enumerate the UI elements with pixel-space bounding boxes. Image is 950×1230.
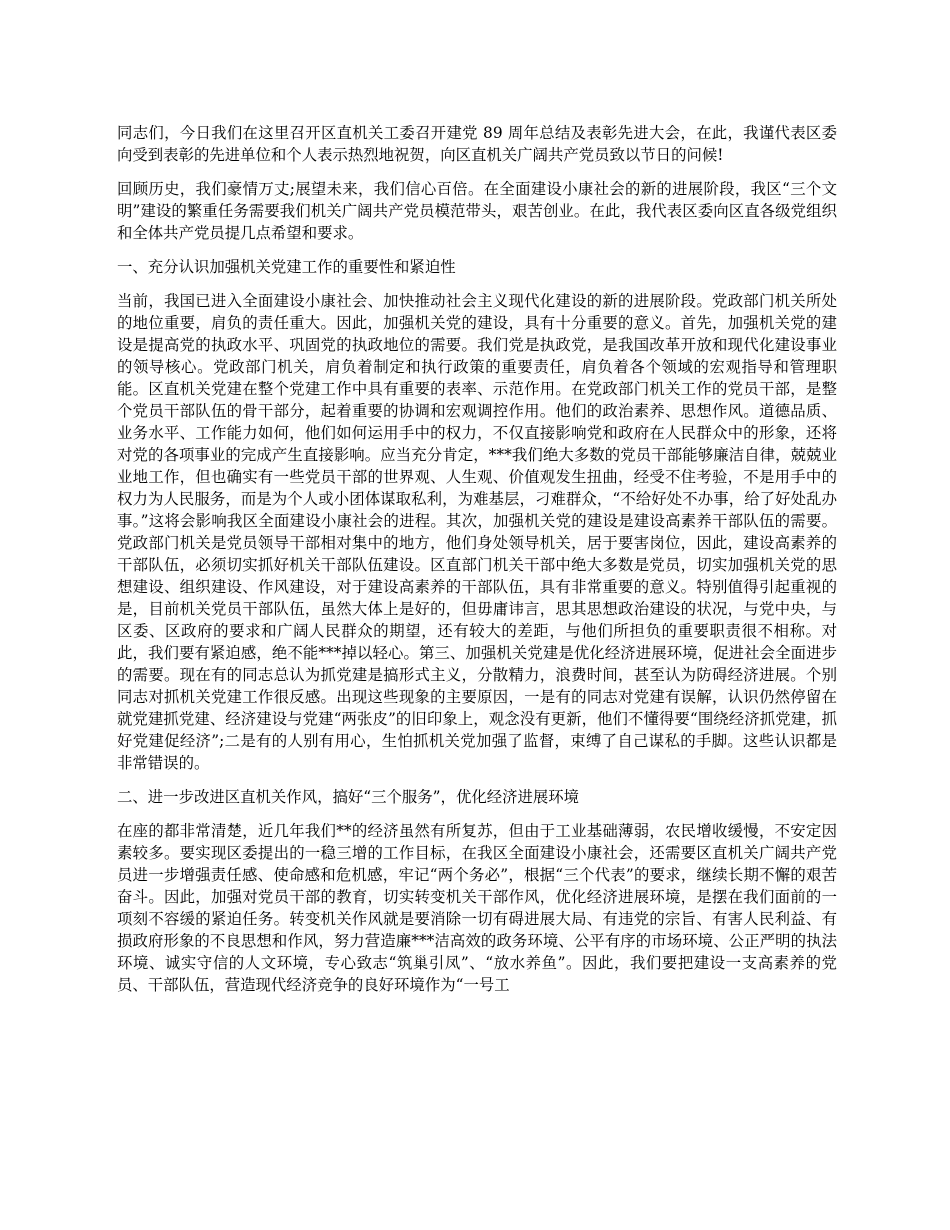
document-body	[117, 122, 837, 1008]
section-heading-1: 一、充分认识加强机关党建工作的重要性和紧迫性	[117, 258, 456, 276]
section-2-body: 在座的都非常清楚，近几年我们**的经济虽然有所复苏，但由于工业基础薄弱，农民增收缓慢，不安定因素较多。要实现区委提出的一稳三增的工作目标，在我区全面建设小康社会，还需要区直机关广阔共产党员进一步增强责任感、使命感和危机感，牢记“两个务必”，根据“三个代表”的要求，继续长期不懈的艰苦奋斗。因此，加强对党员干部的教育，切实转变机关干部作风，优化经济进展环境，是摆在我们面前的一项刻不容缓的紧迫任务。转变机关作风就是要消除一切有碍进展大局、有违党的宗旨、有害人民利益、有损政府形象的不良思想和作风，努力营造廉***洁高效的政务环境、公平有序的市场环境、公正严明的执法环境、诚实守信的人文环境，专心致志“筑巢引凤”、“放水养鱼”。因此，我们要把建设一支高素养的党员、干部队伍，营造现代经济竞争的良好环境作为“一号工	[117, 822, 837, 994]
intro-paragraph: 回顾历史，我们豪情万丈;展望未来，我们信心百倍。在全面建设小康社会的新的进展阶段，我区“三个文明”建设的繁重任务需要我们机关广阔共产党员模范带头，艰苦创业。在此，我代表区委向区直各级党组织和全体共产党员提几点希望和要求。	[117, 180, 837, 242]
greeting-paragraph: 同志们，今日我们在这里召开区直机关工委召开建党 89 周年总结及表彰先进大会，在此，我谨代表区委向受到表彰的先进单位和个人表示热烈地祝贺，向区直机关广阔共产党员致以节日的问候!	[117, 124, 837, 164]
section-1-body: 当前，我国已进入全面建设小康社会、加快推动社会主义现代化建设的新的进展阶段。党政部门机关所处的地位重要，肩负的责任重大。因此，加强机关党的建设，具有十分重要的意义。首先，加强机关党的建设是提高党的执政水平、巩固党的执政地位的需要。我们党是执政党，是我国改革开放和现代化建设事业的领导核心。党政部门机关，肩负着制定和执行政策的重要责任，肩负着各个领域的宏观指导和管理职能。区直机关党建在整个党建工作中具有重要的表率、示范作用。在党政部门机关工作的党员干部，是整个党员干部队伍的骨干部分，起着重要的协调和宏观调控作用。他们的政治素养、思想作风。道德品质、业务水平、工作能力如何，他们如何运用手中的权力，不仅直接影响党和政府在人民群众中的形象，还将对党的各项事业的完成产生直接影响。应当充分肯定，***我们绝大多数的党员干部能够廉洁自律，兢兢业业地工作，但也确实有一些党员干部的世界观、人生观、价值观发生扭曲，经受不住考验，不是用手中的权力为人民服务，而是为个人或小团体谋取私利，为难基层，刁难群众，“不给好处不办事，给了好处乱办事。”这将会影响我区全面建设小康社会的进程。其次，加强机关党的建设是建设高素养干部队伍的需要。党政部门机关是党员领导干部相对集中的地方，他们身处领导机关，居于要害岗位，因此，建设高素养的干部队伍，必须切实抓好机关干部队伍建设。区直部门机关干部中绝大多数是党员，切实加强机关党的思想建设、组织建设、作风建设，对于建设高素养的干部队伍，具有非常重要的意义。特别值得引起重视的是，目前机关党员干部队伍，虽然大体上是好的，但毋庸讳言，思其思想政治建设的状况，与党中央，与区委、区政府的要求和广阔人民群众的期望，还有较大的差距，与他们所担负的重要职责很不相称。对此，我们要有紧迫感，绝不能***掉以轻心。第三、加强机关党建是优化经济进展环境，促进社会全面进步的需要。现在有的同志总认为抓党建是搞形式主义，分散精力，浪费时间，甚至认为防碍经济进展。个别同志对抓机关党建工作很反感。出现这些现象的主要原因，一是有的同志对党建有误解，认识仍然停留在就党建抓党建、经济建设与党建“两张皮”的旧印象上，观念没有更新，他们不懂得要“围绕经济抓党建，抓好党建促经济”;二是有的人别有用心，生怕抓机关党加强了监督，束缚了自己谋私的手脚。这些认识都是非常错误的。	[117, 292, 837, 772]
section-heading-2: 二、进一步改进区直机关作风，搞好“三个服务”，优化经济进展环境	[117, 788, 580, 806]
